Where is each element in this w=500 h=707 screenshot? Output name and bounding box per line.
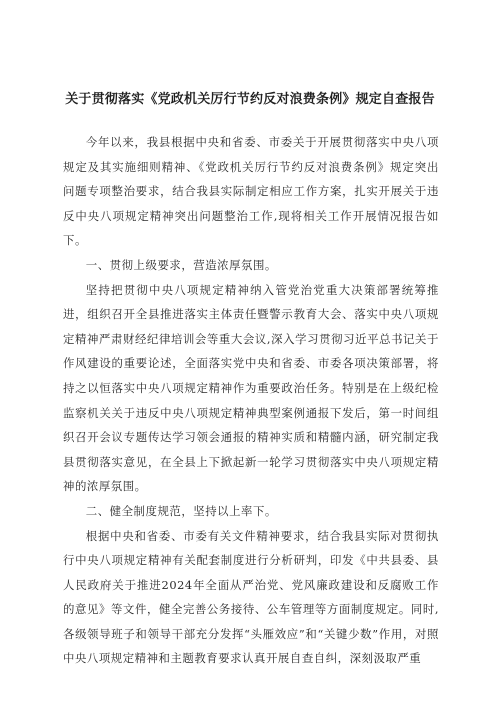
paragraph-section-2: 根据中央和省委、市委有关文件精神要求，结合我县实际对贯彻执行中央八项规定精神有关配套制度进行分析研判，印发《中共县委、县人民政府关于推进2024年全面从严治党、党风廉政建设和反腐败工作的意见》等文件，健全完善公务接待、公车管理等方面制度规定。同时,各级领导班子和领导干部充分发挥“头雁效应”和“关键少数”作用，对照中央八项规定精神和主题教育要求认真开展自查自纠，深刻汲取严重	[63, 528, 439, 666]
section-heading-2: 二、健全制度规范，坚持以上率下。	[85, 503, 277, 518]
paragraph-section-1: 坚持把贯彻中央八项规定精神纳入管党治党重大决策部署统筹推进，组织召开全县推进落实主体责任暨警示教育大会、落实中央八项规定精神严肃财经纪律培训会等重大会议,深入学习贯彻习近平总书记关于作风建设的重要论述，全面落实党中央和省委、市委各项决策部署，将持之以恒落实中央八项规定精神作为重要政治任务。特别是在上级纪检监察机关关于违反中央八项规定精神典型案例通报下发后，第一时间组织召开会议专题传达学习领会通报的精神实质和精髓内涵，研究制定我县贯彻落实意见，在全县上下掀起新一轮学习贯彻落实中央八项规定精神的浓厚氛围。	[63, 282, 439, 494]
document-title: 关于贯彻落实《党政机关厉行节约反对浪费条例》规定自查报告	[65, 92, 435, 107]
document-body	[63, 130, 439, 671]
paragraph-intro: 今年以来，我县根据中央和省委、市委关于开展贯彻落实中央八项规定及其实施细则精神、《党政机关厉行节约反对浪费条例》规定突出问题专项整治要求，结合我县实际制定相应工作方案，扎实开展关于违反中央八项规定精神突出问题整治工作,现将相关工作开展情况报告如下。	[63, 135, 439, 248]
section-heading-1: 一、贯彻上级要求，营造浓厚氛围。	[85, 257, 277, 272]
